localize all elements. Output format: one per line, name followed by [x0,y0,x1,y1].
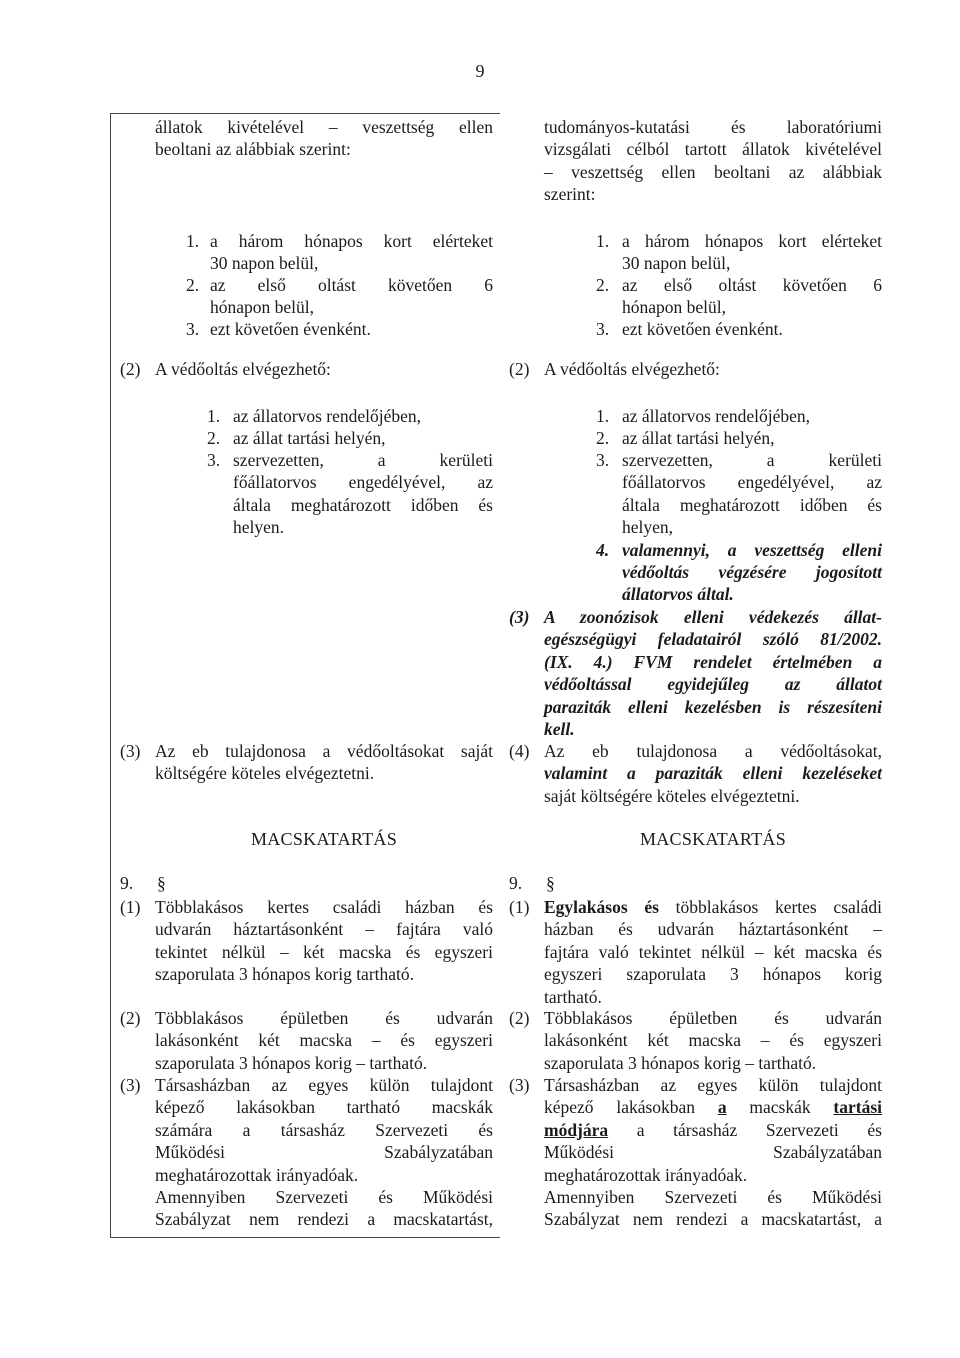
text-line: meghatározottak irányadóak. [155,1164,359,1185]
list-item [207,449,493,539]
text-line: az állat tartási helyén, [622,428,775,448]
paragraph-number: (1) [509,897,530,917]
text-line: szervezetten, a kerületi [233,450,493,470]
text-line: főállatorvos engedélyével, az [622,472,882,493]
left-section-para-3 [120,1074,493,1231]
text-line: általa meghatározott időben és [622,494,882,515]
section-number: 9. [120,873,134,893]
left-intro [155,116,493,161]
text-line: az állat tartási helyén, [233,428,386,448]
text-line: az állatorvos rendelőjében, [233,406,422,426]
text-line: szaporulata 3 hónapos korig – tartható. [155,1052,428,1073]
text-line: 30 napon belül, [622,253,731,274]
text-line: tekintet nélkül – két macska és egyszeri [155,941,493,962]
paragraph-number: (2) [509,359,530,379]
text-line: valamint a paraziták elleni kezeléseket [544,763,882,784]
list-number: 3. [186,319,200,339]
text-line: Működési Szabályzatában [544,1142,882,1163]
right-paragraph-4 [509,740,882,807]
text-line: hónapon belül, [210,297,315,318]
list-number: 1. [186,231,200,251]
right-section-para-2 [509,1007,882,1074]
text-line: Amennyiben Szervezeti és Működési [544,1187,882,1208]
list-number: 1. [596,406,610,426]
text-line: vizsgálati célból tartott állatok kivételével [544,139,882,160]
text-line: házban és udvarán háztartásonként – [544,919,882,940]
section-number: 9. [509,873,523,893]
text-line: lakásonként két macska – és egyszeri [544,1030,882,1051]
text-line: szaporulata 3 hónapos korig tartható. [155,964,415,985]
text-line: hónapon belül, [622,297,727,318]
text-line: saját költségére köteles elvégeztetni. [544,785,800,806]
list-number: 4. [596,539,610,560]
list-item-inserted [596,539,882,606]
text-line: az állatorvos rendelőjében, [622,406,811,426]
text-line: helyen. [233,517,285,538]
text-line: állatok kivételével – veszettség ellen [155,117,493,137]
left-paragraph-3 [120,740,493,785]
paragraph-number: (4) [509,741,530,761]
paragraph-number: (2) [120,1008,141,1028]
text-line: A védőoltás elvégezhető: [155,359,331,379]
text-line: Az eb tulajdonosa a védőoltásokat, [544,741,882,761]
paragraph-number: (3) [120,741,141,761]
list-number: 3. [207,450,221,470]
left-section-para-2 [120,1007,493,1074]
text-line: számára a társasház Szervezeti és [155,1119,493,1140]
text-line [544,896,882,918]
list-number: 3. [596,319,610,339]
text-line: védőoltással egyidejűleg az állatot [544,674,882,695]
text-line: tudományos-kutatási és laboratóriumi [544,117,882,137]
page-number: 9 [475,61,485,81]
list-item [186,318,493,340]
text-line: általa meghatározott időben és [233,494,493,515]
text-line [544,1096,882,1118]
text-line: védőoltás végzésére jogosított [622,562,882,583]
paragraph-number: (1) [120,897,141,917]
text-line: szaporulata 3 hónapos korig – tartható. [544,1052,817,1073]
text-line: Amennyiben Szervezeti és Működési [155,1187,493,1208]
text-line: szerint: [544,184,596,205]
bold-insert: Egylakásos [544,897,628,917]
text-fragment: a társasház Szervezeti és [636,1119,882,1140]
text-line: képező lakásokban tartható macskák [155,1097,493,1118]
list-item [596,230,882,274]
text-line: egyszeri szaporulata 3 hónapos korig [544,964,882,985]
left-list-1 [186,230,493,340]
left-section-para-1 [120,896,493,986]
right-paragraph-2 [509,358,882,380]
text-line: valamennyi, a veszettség elleni [622,539,882,560]
right-paragraph-3 [509,606,882,740]
text-line: az első oltást követően 6 [210,275,493,295]
section-heading: MACSKATARTÁS [250,829,398,849]
text-line: az első oltást követően 6 [622,275,882,295]
text-line: Társasházban az egyes külön tulajdont [544,1075,882,1095]
text-line [544,1119,882,1141]
list-item [596,449,882,539]
list-item [596,405,882,427]
text-line: a három hónapos kort elérteket [210,231,493,251]
text-line: 30 napon belül, [210,253,319,274]
list-number: 1. [207,406,221,426]
text-line: Az eb tulajdonosa a védőoltásokat saját [155,741,493,761]
list-number: 1. [596,231,610,251]
text-line: Szabályzat nem rendezi a macskatartást, [155,1209,493,1230]
text-line: meghatározottak irányadóak. [544,1164,748,1185]
text-line: Működési Szabályzatában [155,1142,493,1163]
left-section-marker [120,872,493,894]
list-number: 2. [207,428,221,448]
text-line: állatorvos által. [622,584,734,605]
text-line: Többlakásos épületben és udvarán [544,1008,882,1028]
text-line: Társasházban az egyes külön tulajdont [155,1075,493,1095]
paragraph-number: (2) [509,1008,530,1028]
right-intro [544,116,882,206]
section-symbol: § [157,873,166,893]
list-item [186,274,493,318]
text-line: a három hónapos kort elérteket [622,231,882,251]
list-number: 3. [596,450,610,470]
text-line: Szabályzat nem rendezi a macskatartást, a [544,1209,882,1230]
list-item [207,427,493,449]
text-line: A védőoltás elvégezhető: [544,359,720,379]
section-heading: MACSKATARTÁS [639,829,787,849]
list-number: 2. [186,275,200,295]
text-line: egészségügyi feladatairól szóló 81/2002. [544,629,882,650]
list-number: 2. [596,428,610,448]
text-line: paraziták elleni kezelésben is részesíteni [544,696,882,717]
text-line: ezt követően évenként. [622,319,783,339]
right-list-2 [596,405,882,606]
bold-insert: módjára [544,1119,609,1140]
text-line: tartható. [544,986,602,1007]
bold-insert: tartási [833,1097,882,1118]
list-item [596,274,882,318]
text-line: helyen, [622,517,674,538]
list-item [186,230,493,274]
text-line: főállatorvos engedélyével, az [233,472,493,493]
right-section-para-1 [509,896,883,1008]
text-line: szervezetten, a kerületi [622,450,882,470]
bold-insert: a [717,1097,727,1118]
paragraph-number: (2) [120,359,141,379]
right-list-1 [596,230,882,340]
text-fragment: többlakásos kertes családi [675,897,883,917]
list-item [596,427,882,449]
text-line: beoltani az alábbiak szerint: [155,139,351,160]
section-symbol: § [546,873,555,893]
text-line: kell. [544,719,575,740]
bold-insert: és [644,897,659,917]
text-line: fajtára való tekintet nélkül – két macska és [544,941,882,962]
right-section-marker [509,872,882,894]
text-line: Többlakásos kertes családi házban és [155,897,493,917]
list-number: 2. [596,275,610,295]
text-line: udvarán háztartásonként – fajtára való [155,919,493,940]
left-paragraph-2 [120,358,493,380]
text-fragment: képező lakásokban [544,1097,696,1118]
text-line: lakásonként két macska – és egyszeri [155,1030,493,1051]
list-item [207,405,493,427]
paragraph-number: (3) [120,1075,141,1095]
text-line: (IX. 4.) FVM rendelet értelmében a [544,651,882,672]
text-line: Többlakásos épületben és udvarán [155,1008,493,1028]
text-line: ezt követően évenként. [210,319,371,339]
text-line: A zoonózisok elleni védekezés állat- [544,607,882,627]
text-fragment: macskák [749,1097,811,1118]
left-list-2 [207,405,493,539]
paragraph-number: (3) [509,1075,530,1095]
text-line: költségére köteles elvégeztetni. [155,763,375,784]
list-item [596,318,882,340]
paragraph-number: (3) [509,607,530,627]
right-section-para-3 [509,1074,882,1231]
text-line: – veszettség ellen beoltani az alábbiak [544,161,882,182]
